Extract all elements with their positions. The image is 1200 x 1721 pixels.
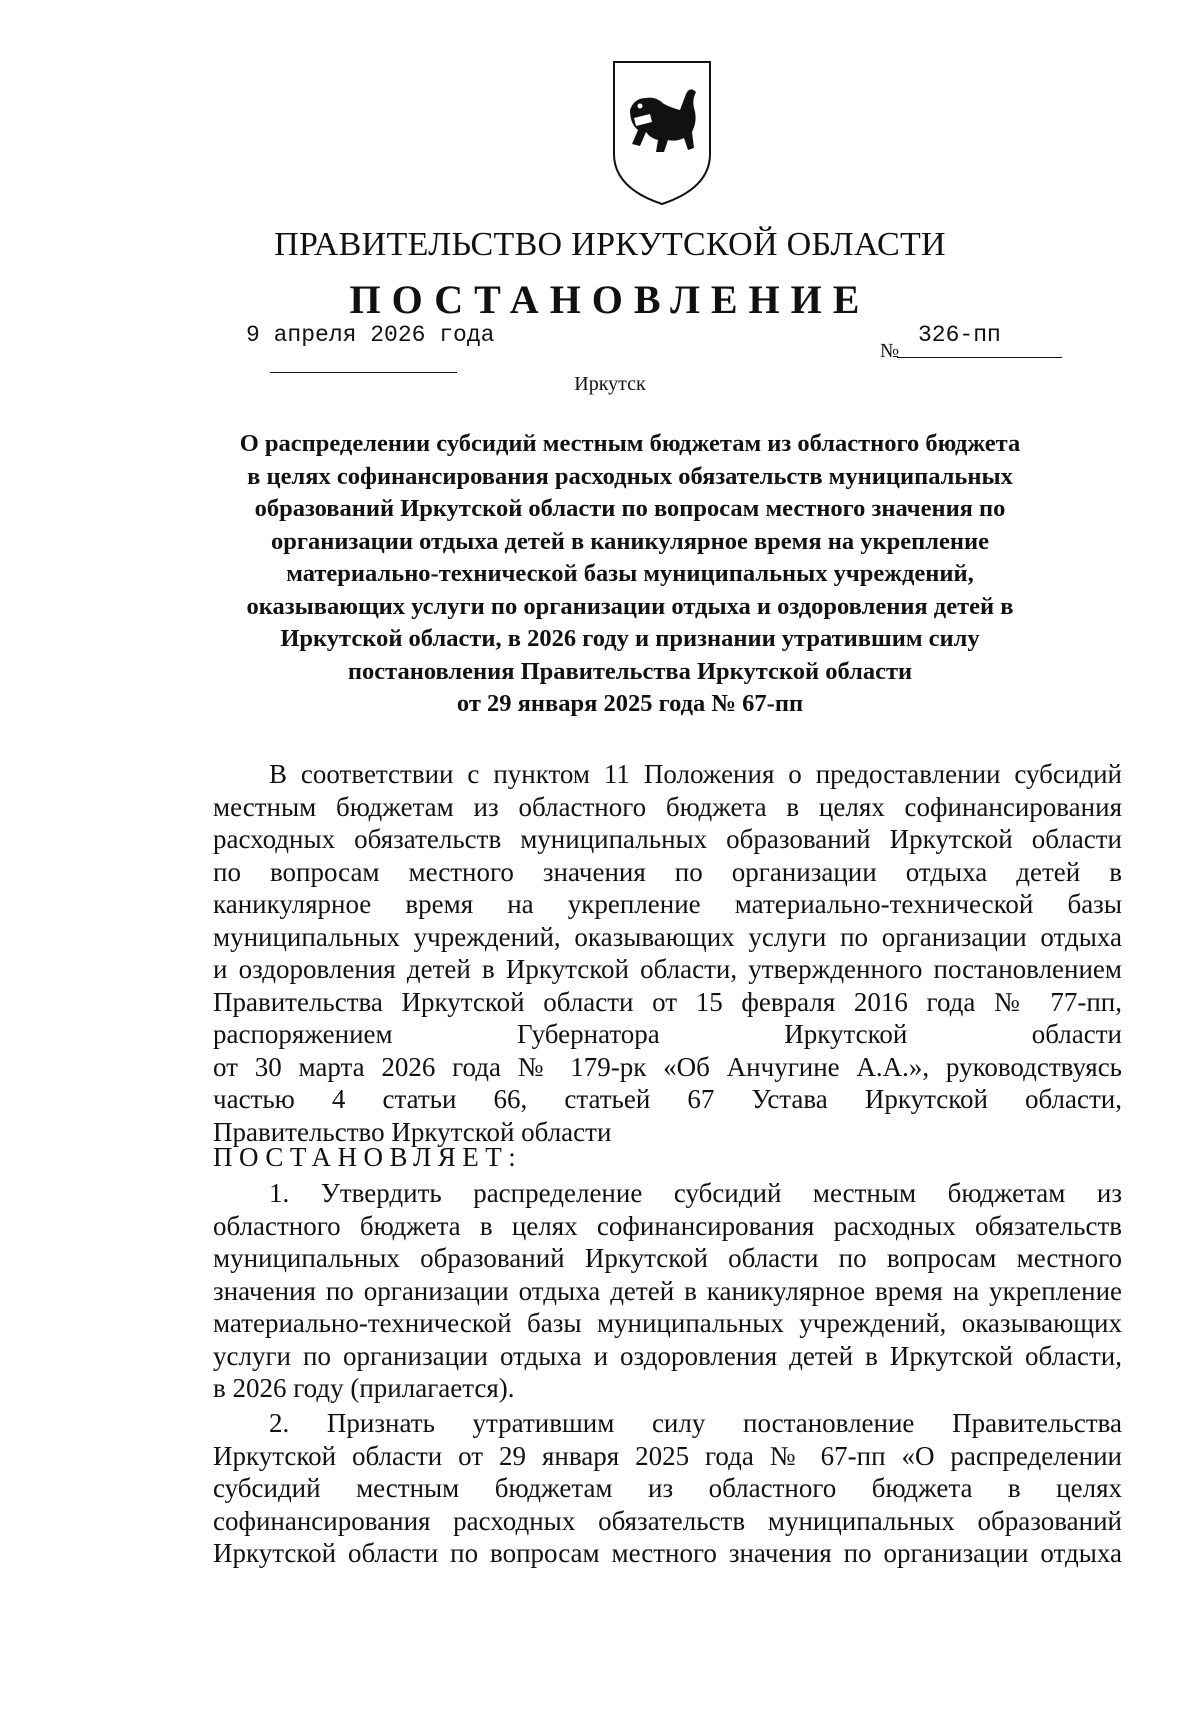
document-date: 9 апреля 2026 года (246, 322, 495, 348)
item-1-paragraph (213, 1177, 1122, 1405)
text-line: от 30 марта 2026 года № 179-рк «Об Анчугине А.А.», руководствуясь (213, 1051, 1122, 1082)
title-line: организации отдыха детей в каникулярное время на укрепление (271, 527, 989, 555)
text-line: Иркутской области по вопросам местного значения по организации отдыха (213, 1538, 1122, 1568)
text-line: расходных обязательств муниципальных образований Иркутской области (213, 824, 1122, 854)
text-line: 2. Признать утратившим силу постановление Правительства (269, 1408, 1122, 1438)
text-line: муниципальных образований Иркутской области по вопросам местного (213, 1243, 1122, 1273)
title-line: материально-технической базы муниципальных учреждений, (286, 560, 974, 587)
text-line: местным бюджетам из областного бюджета в целях софинансирования (213, 791, 1122, 822)
text-line: по вопросам местного значения по организации отдыха детей в (213, 856, 1122, 887)
text-line: муниципальных учреждений, оказывающих услуги по организации отдыха (213, 921, 1122, 952)
text-line: Правительства Иркутской области от 15 февраля 2016 года № 77-пп, (213, 986, 1122, 1017)
title-line: образований Иркутской области по вопросам местного значения по (254, 495, 1006, 522)
text-line: софинансирования расходных обязательств муниципальных образований (213, 1505, 1122, 1536)
text-line: субсидий местным бюджетам из областного бюджета в целях (213, 1473, 1122, 1503)
number-sign: № (880, 340, 900, 362)
title-line: постановления Правительства Иркутской области (347, 657, 913, 685)
text-line: Иркутской области от 29 января 2025 года № 67-пп «О распределении (213, 1440, 1122, 1471)
text-line: В соответствии с пунктом 11 Положения о предоставлении субсидий (269, 759, 1122, 789)
text-line: и оздоровления детей в Иркутской области, утвержденного постановлением (213, 954, 1122, 984)
title-line: от 29 января 2025 года № 67-пп (456, 690, 804, 717)
text-line: в 2026 году (прилагается). (213, 1373, 515, 1403)
document-type-heading: ПОСТАНОВЛЕНИЕ (349, 277, 871, 322)
title-line: О распределении субсидий местным бюджетам из областного бюджета (239, 430, 1021, 457)
number-underline (897, 357, 1062, 358)
irkutsk-coat-of-arms-emblem (610, 58, 714, 208)
text-line: Правительство Иркутской области (213, 1116, 612, 1147)
text-line: услуги по организации отдыха и оздоровления детей в Иркутской области, (213, 1340, 1122, 1371)
government-name: ПРАВИТЕЛЬСТВО ИРКУТСКОЙ ОБЛАСТИ (274, 226, 946, 263)
text-line: каникулярное время на укрепление материально-технической базы (213, 889, 1122, 919)
document-number: 326-пп (918, 322, 1001, 348)
document-city: Иркутск (574, 373, 646, 395)
text-line: областного бюджета в целях софинансирования расходных обязательств (213, 1210, 1122, 1241)
text-line: значения по организации отдыха детей в каникулярное время на укрепление (213, 1275, 1122, 1306)
document-title (200, 428, 1060, 721)
text-line: материально-технической базы муниципальных учреждений, оказывающих (213, 1308, 1122, 1338)
text-line: распоряжением Губернатора Иркутской области (213, 1019, 1122, 1049)
text-line: 1. Утвердить распределение субсидий местным бюджетам из (269, 1178, 1122, 1208)
title-line: оказывающих услуги по организации отдыха и оздоровления детей в (246, 592, 1014, 620)
text-line: частью 4 статьи 66, статьей 67 Устава Иркутской области, (213, 1084, 1122, 1114)
title-line: Иркутской области, в 2026 году и признании утратившим силу (280, 625, 980, 652)
item-2-paragraph (213, 1407, 1122, 1570)
preamble-paragraph (213, 758, 1122, 1148)
resolves-heading: ПОСТАНОВЛЯЕТ: (213, 1142, 523, 1172)
title-line: в целях софинансирования расходных обязательств муниципальных (247, 462, 1013, 490)
